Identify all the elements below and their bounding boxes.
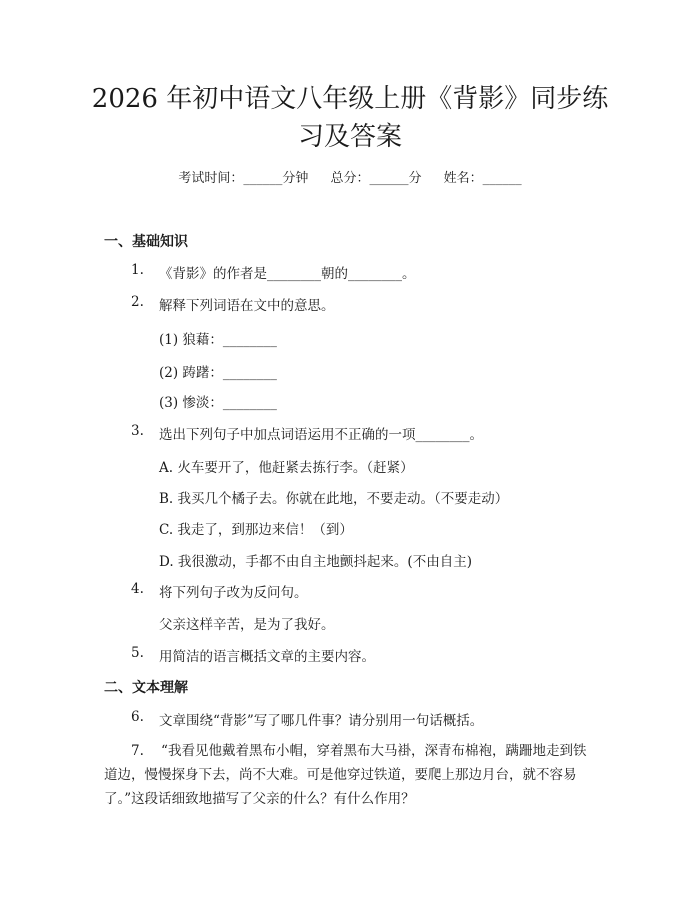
question-2-item-1: (1) 狼藉：________ <box>159 332 277 348</box>
question-3-option-b: B. 我买几个橘子去。你就在此地，不要走动。（不要走动） <box>159 491 509 507</box>
question-number: 3. <box>131 423 144 439</box>
question-7-line-3: 了。”这段话细致地描写了父亲的什么？有什么作用？ <box>104 791 415 807</box>
question-2-text: 解释下列词语在文中的意思。 <box>159 298 335 314</box>
section-heading-basic-knowledge: 一、基础知识 <box>104 234 188 250</box>
section-heading-text-comprehension: 二、文本理解 <box>104 680 188 696</box>
question-3-option-c: C. 我走了，到那边来信！（到） <box>159 522 353 538</box>
question-3-option-a: A. 火车要开了，他赶紧去拣行李。（赶紧） <box>159 460 414 476</box>
question-number: 4. <box>131 581 144 597</box>
question-3-text: 选出下列句子中加点词语运用不正确的一项________。 <box>159 427 483 443</box>
question-1-text: 《背影》的作者是________朝的________。 <box>159 266 416 282</box>
question-7-line-2: 道边，慢慢探身下去，尚不大难。可是他穿过铁道，要爬上那边月台，就不容易 <box>104 767 577 783</box>
question-2-item-2: (2) 踌躇：________ <box>159 365 277 381</box>
total-score-field: 总分：______分 <box>330 171 422 186</box>
question-3-option-d: D. 我很激动，手都不由自主地颤抖起来。(不由自主) <box>159 554 472 570</box>
page-title-line1: 2026 年初中语文八年级上册《背影》同步练 <box>91 84 609 114</box>
question-4-text: 将下列句子改为反问句。 <box>159 585 308 601</box>
question-number: 2. <box>131 294 144 310</box>
question-number: 1. <box>131 262 144 278</box>
page-title-line2: 习及答案 <box>297 122 402 152</box>
exam-time-field: 考试时间：______分钟 <box>178 171 309 186</box>
question-7-line-1: 7. “我看见他戴着黑布小帽，穿着黑布大马褂，深青布棉袍，蹒跚地走到铁 <box>131 743 587 759</box>
question-5-text: 用简洁的语言概括文章的主要内容。 <box>159 649 375 665</box>
student-name-field: 姓名：______ <box>443 171 522 186</box>
question-number: 5. <box>131 645 144 661</box>
question-6-text: 文章围绕“背影”写了哪几件事？请分别用一句话概括。 <box>159 713 484 729</box>
question-4-sentence: 父亲这样辛苦，是为了我好。 <box>159 617 335 633</box>
exam-info <box>0 167 700 186</box>
question-2-item-3: (3) 惨淡：________ <box>159 395 277 411</box>
question-number: 6. <box>131 709 144 725</box>
